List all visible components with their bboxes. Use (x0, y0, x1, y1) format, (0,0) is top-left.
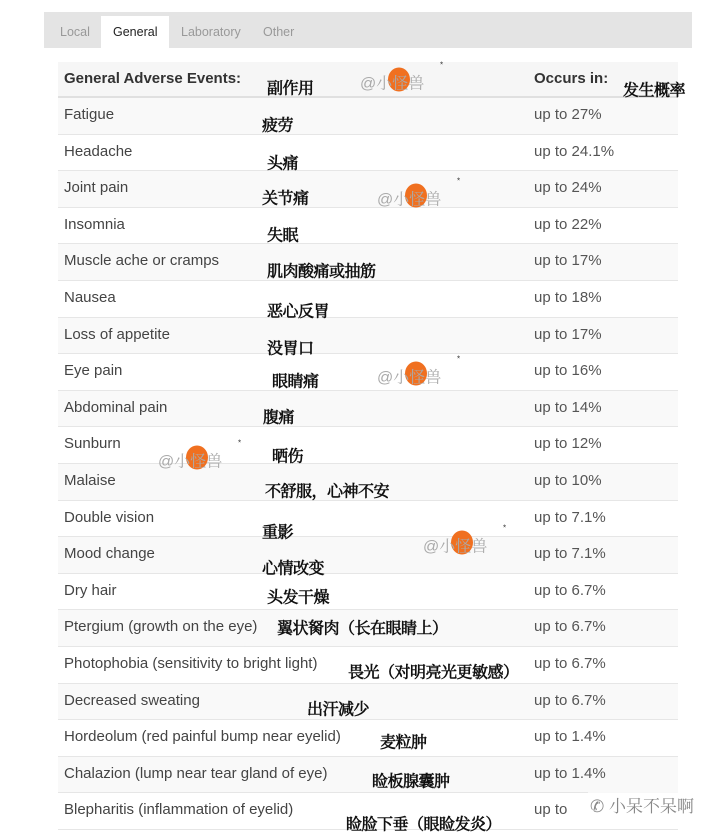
star-icon: * (503, 523, 507, 533)
header-event: General Adverse Events: (64, 70, 242, 87)
event-translation: 头痛 (267, 153, 299, 173)
event-translation: 重影 (262, 522, 294, 542)
event-name: Insomnia (64, 215, 125, 233)
tab-bar (44, 12, 692, 48)
table-row (58, 208, 678, 245)
event-name: Malaise (64, 471, 116, 489)
occurrence-rate: up to 6.7% (534, 581, 606, 599)
table-row (58, 720, 678, 757)
event-translation: 恶心反胃 (267, 301, 330, 321)
event-translation: 头发干燥 (267, 587, 330, 607)
header-occurs-translation: 发生概率 (623, 80, 686, 100)
occurrence-rate: up to 16% (534, 362, 602, 380)
occurrence-rate: up to 6.7% (534, 691, 606, 709)
event-translation: 麦粒肿 (380, 732, 427, 752)
star-icon: * (457, 354, 461, 364)
handle-text: @小怪兽 (360, 75, 425, 93)
occurrence-rate: up to 12% (534, 435, 602, 453)
event-name: Sunburn (64, 435, 121, 453)
event-translation: 不舒服，心神不安 (265, 481, 390, 501)
event-translation: 失眠 (267, 225, 299, 245)
event-name: Double vision (64, 508, 155, 526)
table-row (58, 574, 678, 611)
handle-watermark (158, 438, 242, 472)
occurrence-rate: up to 18% (534, 288, 602, 306)
table-row (58, 427, 678, 464)
occurrence-rate: up to 7.1% (534, 508, 606, 526)
handle-watermark (377, 354, 461, 388)
star-icon: * (440, 60, 444, 70)
header-event-translation: 副作用 (267, 78, 314, 98)
occurrence-rate: up to 17% (534, 252, 602, 270)
event-name: Hordeolum (red painful bump near eyelid) (64, 728, 341, 746)
star-icon: * (457, 176, 461, 186)
handle-text: @小怪兽 (158, 453, 223, 471)
event-name: Fatigue (64, 106, 115, 123)
event-translation: 翼状胬肉（长在眼睛上） (277, 618, 448, 638)
event-translation: 没胃口 (267, 338, 314, 358)
occurrence-rate: up to (534, 801, 568, 819)
event-translation: 心情改变 (262, 558, 325, 578)
occurrence-rate: up to 24% (534, 179, 602, 197)
wechat-icon: ✆ (590, 797, 609, 816)
occurrence-rate: up to 10% (534, 471, 602, 489)
occurrence-rate: up to 24.1% (534, 142, 615, 160)
handle-text: @小怪兽 (423, 538, 488, 556)
event-name: Mood change (64, 545, 155, 563)
table-row (58, 98, 678, 135)
event-name: Headache (64, 142, 133, 160)
event-translation: 睑板腺囊肿 (372, 771, 450, 791)
table-row (58, 354, 678, 391)
event-name: Eye pain (64, 362, 123, 380)
event-name: Photophobia (sensitivity to bright light) (64, 654, 318, 672)
handle-text: @小怪兽 (377, 191, 442, 209)
occurrence-rate: up to 14% (534, 398, 602, 416)
table-row (58, 318, 678, 355)
event-translation: 关节痛 (262, 188, 309, 208)
event-name: Joint pain (64, 179, 129, 197)
occurrence-rate: up to 6.7% (534, 654, 606, 672)
event-name: Ptergium (growth on the eye) (64, 618, 258, 636)
tab-other[interactable]: Other (263, 25, 295, 39)
occurrence-rate: up to 1.4% (534, 764, 606, 782)
tab-local[interactable]: Local (60, 25, 90, 39)
handle-watermark (360, 60, 444, 94)
event-name: Decreased sweating (64, 691, 200, 709)
event-translation: 腹痛 (263, 407, 295, 427)
event-name: Loss of appetite (64, 325, 170, 343)
table-row (58, 757, 678, 794)
tab-laboratory[interactable]: Laboratory (181, 25, 241, 39)
occurrence-rate: up to 22% (534, 215, 602, 233)
table-row (58, 281, 678, 318)
occurrence-rate: up to 7.1% (534, 545, 606, 563)
handle-watermark (423, 523, 507, 557)
event-name: Abdominal pain (64, 398, 168, 416)
tab-general[interactable]: General (101, 16, 169, 48)
event-name: Chalazion (lump near tear gland of eye) (64, 764, 328, 782)
event-translation: 疲劳 (262, 115, 294, 135)
event-translation: 畏光（对明亮光更敏感） (348, 662, 519, 682)
table-row (58, 171, 678, 208)
handle-text: @小怪兽 (377, 369, 442, 387)
occurrence-rate: up to 6.7% (534, 618, 606, 636)
occurrence-rate: up to 17% (534, 325, 602, 343)
header-occurs: Occurs in: (534, 70, 609, 87)
table-row (58, 501, 678, 538)
table-row (58, 135, 678, 172)
event-translation: 出汗减少 (307, 699, 370, 719)
event-translation: 晒伤 (272, 446, 304, 466)
occurrence-rate: up to 27% (534, 106, 602, 123)
table-row (58, 391, 678, 428)
account-watermark (588, 792, 696, 817)
table-row (58, 537, 678, 574)
event-name: Nausea (64, 288, 116, 306)
event-translation: 肌肉酸痛或抽筋 (267, 261, 376, 281)
event-translation: 睑脸下垂（眼睑发炎） (346, 814, 502, 834)
star-icon: * (238, 438, 242, 448)
occurrence-rate: up to 1.4% (534, 728, 606, 746)
account-text: 小呆不呆啊 (608, 797, 694, 816)
handle-watermark (377, 176, 461, 210)
event-name: Blepharitis (inflammation of eyelid) (64, 801, 294, 819)
event-name: Dry hair (64, 581, 117, 599)
event-translation: 眼睛痛 (272, 371, 319, 391)
event-name: Muscle ache or cramps (64, 252, 220, 270)
